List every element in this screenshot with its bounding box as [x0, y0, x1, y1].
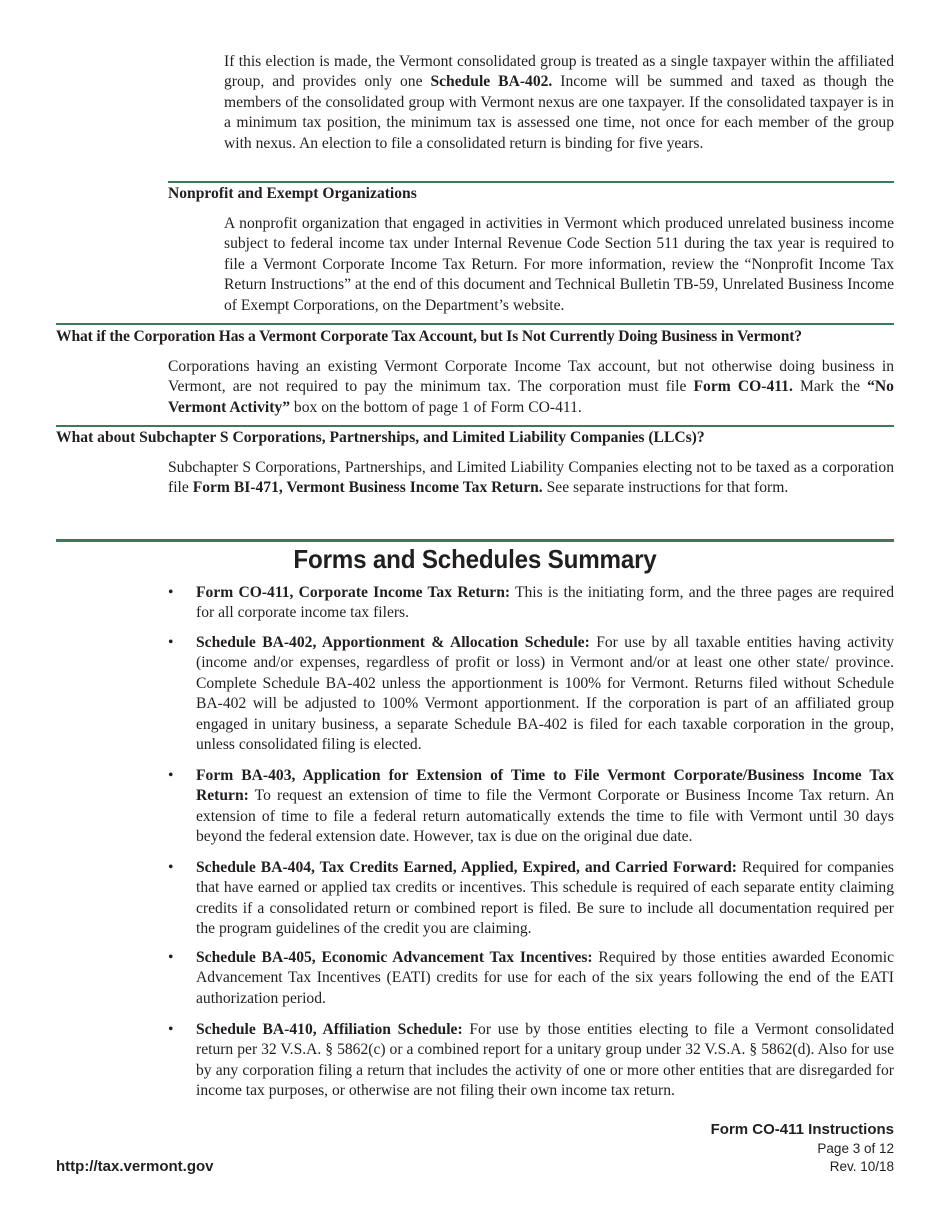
list-item — [168, 858, 894, 940]
nonprofit-text: A nonprofit organization that engaged in activities in Vermont which produced unrelated business income subject to federal income tax under Internal Revenue Code Section 511 during the tax year is required to file a Vermont Corporate Income Tax Return. For more information, review the “Nonprofit Income Tax Return Instructions” at the end of this document and Technical Bulletin TB-59, Unrelated Business Income of Exempt Corporations, on the Department’s website. — [224, 215, 894, 314]
list-item-text: Required by those entities awarded Economic Advancement Tax Incentives (EATI) credits for use for each of the six years following the end of the EATI authorization period. — [196, 949, 894, 1007]
bullet-icon: • — [168, 584, 174, 601]
list-item-title: Schedule BA-405, Economic Advancement Tax Incentives: — [196, 949, 593, 966]
nonprofit-heading: Nonprofit and Exempt Organizations — [168, 185, 417, 202]
footer-website-link[interactable]: http://tax.vermont.gov — [56, 1158, 214, 1175]
list-item-title: Form BA-403, Application for Extension of Time to File Vermont Corporate/Business Income Tax Return: — [196, 767, 894, 805]
section-divider — [56, 323, 894, 325]
list-item-text: To request an extension of time to file the Vermont Corporate or Business Income Tax return. An extension of time to file a federal return automatically extends the time to file with Vermont until 30 days beyond the federal extension date. However, tax is due on the original due date. — [196, 787, 894, 846]
not-doing-business-heading: What if the Corporation Has a Vermont Corporate Tax Account, but Is Not Currently Doing Business in Vermont? — [56, 328, 802, 345]
section-divider — [168, 181, 894, 183]
nonprofit-paragraph — [224, 214, 894, 316]
election-paragraph — [224, 52, 894, 154]
summary-divider — [56, 539, 894, 542]
list-item — [168, 633, 894, 755]
bullet-icon: • — [168, 767, 174, 784]
list-item-title: Form CO-411, Corporate Income Tax Return: — [196, 584, 511, 601]
list-item-text: This is the initiating form, and the three pages are required for all corporate income tax filers. — [196, 584, 894, 622]
election-text: If this election is made, the Vermont consolidated group is treated as a single taxpayer within the affiliated group, and provides only one — [224, 53, 894, 91]
list-item-title: Schedule BA-404, Tax Credits Earned, Applied, Expired, and Carried Forward: — [196, 859, 737, 876]
not-doing-business-paragraph — [168, 357, 894, 418]
subs-text-1: Subchapter S Corporations, Partnerships, and Limited Liability Companies electing not to be taxed as a corporation file — [168, 459, 894, 497]
footer-page-number: Page 3 of 12 — [817, 1141, 894, 1156]
list-item — [168, 766, 894, 848]
summary-title: Forms and Schedules Summary — [293, 544, 657, 574]
ndb-text-1: Corporations having an existing Vermont Corporate Income Tax account, but not otherwise doing business in Vermont, are not required to pay the minimum tax. The corporation must file — [168, 358, 894, 396]
bullet-icon: • — [168, 859, 174, 876]
ndb-text-3: box on the bottom of page 1 of Form CO-411. — [290, 398, 582, 416]
subchapter-s-heading: What about Subchapter S Corporations, Partnerships, and Limited Liability Companies (LLCs)? — [56, 429, 705, 446]
bullet-icon: • — [168, 949, 174, 966]
list-item-text: For use by those entities electing to file a Vermont consolidated return per 32 V.S.A. § 5862(c) or a combined report for a unitary group under 32 V.S.A. § 5862(d). Also for use by any corporation filing a return that includes the activity of one or more other entities that are disregarded for income tax purposes, or otherwise are not filing their own income tax return. — [196, 1021, 894, 1100]
list-item-text: Required for companies that have earned or applied tax credits or incentives. This schedule is required of each separate entity claiming credits if a consolidated return or combined report is filed. Be sure to include all documentation required per the program guidelines of the credit you are claiming. — [196, 859, 894, 938]
list-item-text: For use by all taxable entities having activity (income and/or expenses, regardless of profit or loss) in Vermont and/or at least one other state/ province. Complete Schedule BA-402 unless the apportionment is 100% for Vermont. Returns filed without Schedule BA-402 will be adjusted to 100% Vermont apportionment. If the corporation is part of an affiliated group engaged in unitary business, a separate Schedule BA-402 is filed for each taxable corporation in the group, unless consolidated filing is elected. — [196, 634, 894, 754]
election-text-cont: Income will be summed and taxed as though the members of the consolidated group with Vermont nexus are one taxpayer. If the consolidated taxpayer is in a minimum tax position, the minimum tax is assessed one time, not once for each member of the group with nexus. An election to file a consolidated return is binding for five years. — [224, 73, 894, 152]
subchapter-s-paragraph — [168, 458, 894, 499]
list-item — [168, 948, 894, 1009]
list-item-title: Schedule BA-402, Apportionment & Allocation Schedule: — [196, 634, 590, 651]
subs-text-2: See separate instructions for that form. — [542, 479, 789, 497]
list-item — [168, 1020, 894, 1102]
list-item-title: Schedule BA-410, Affiliation Schedule: — [196, 1021, 463, 1038]
ndb-text-2: Mark the — [792, 378, 868, 396]
form-bi471-ref: Form BI-471, Vermont Business Income Tax Return. — [192, 479, 543, 497]
schedule-ba402-ref: Schedule BA-402. — [430, 73, 553, 91]
form-co411-ref: Form CO-411. — [693, 378, 793, 396]
bullet-icon: • — [168, 1021, 174, 1038]
footer-revision: Rev. 10/18 — [829, 1159, 894, 1174]
section-divider — [56, 425, 894, 427]
no-vermont-activity-ref: “No Vermont Activity” — [168, 378, 894, 416]
bullet-icon: • — [168, 634, 174, 651]
footer-form-title: Form CO-411 Instructions — [710, 1121, 894, 1138]
list-item — [168, 583, 894, 624]
